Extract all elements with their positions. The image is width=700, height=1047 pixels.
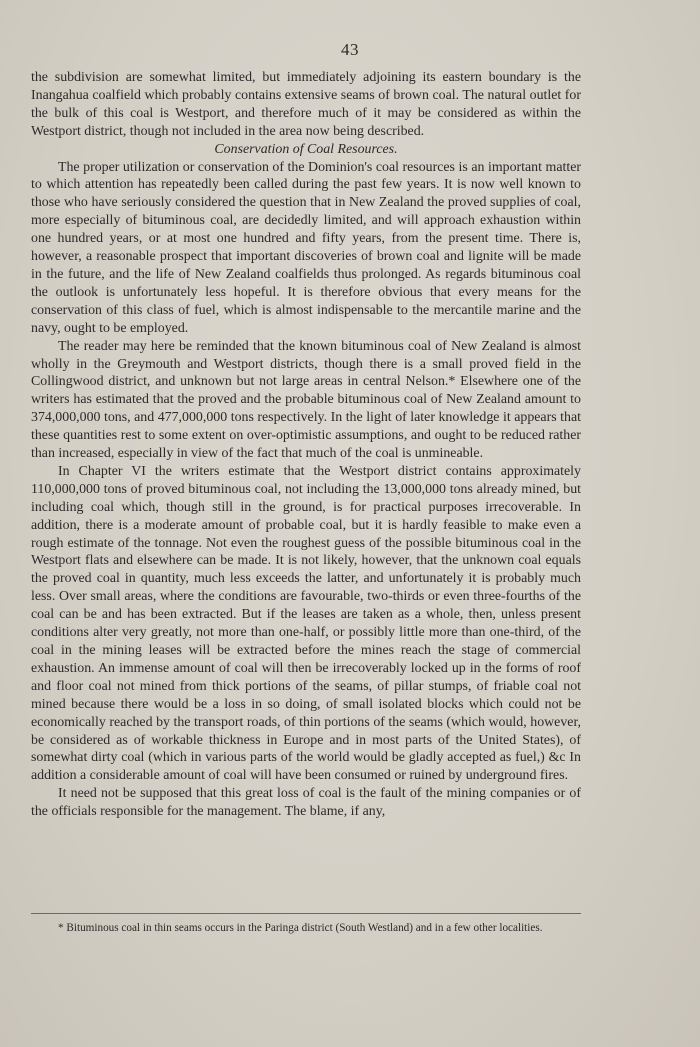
section-heading: Conservation of Coal Resources. [214,141,398,157]
paragraph-continuation: the subdivision are somewhat limited, but immediately adjoining its eastern boundary is the Inangahua coalfield which probably contains extensive seams of brown coal. The natural outlet for the bulk of this coal is Westport, and therefore much of it may be considered as within the Westport district, though not included in the area now being described. [31,70,581,139]
body-text [31,69,581,821]
paragraph-bituminous-coal: The reader may here be reminded that the known bituminous coal of New Zealand is almost wholly in the Greymouth and Westport districts, though there is a small proved field in the Collingwood district, and unknown but not large areas in central Nelson.* Elsewhere one of the writers has estimated that the proved and the probable bituminous coal of New Zealand amount to 374,000,000 tons, and 477,000,000 tons respectively. In the light of later knowledge it appears that these quantities rest to some extent on over-optimistic assumptions, and ought to be reduced rather than increased, especially in view of the fact that much of the coal is unmineable. [31,338,581,462]
paragraph-westport-estimate: In Chapter VI the writers estimate that the Westport district contains approximately 110,000,000 tons of proved bituminous coal, not including the 13,000,000 tons already mined, but including coal which, though still in the ground, is for practical purposes irrecoverable. In addition, there is a moderate amount of probable coal, but it is hardly feasible to make even a rough estimate of the tonnage. Not even the roughest guess of the possible bituminous coal in the Westport flats and elsewhere can be made. It is not likely, however, that the unknown coal equals the proved coal in quantity, much less exceeds the latter, and unfortunately it is probably much less. Over small areas, where the conditions are favourable, two-thirds or even three-fourths of the coal can be and has been extracted. But if the leases are taken as a whole, then, unless present conditions alter very greatly, not more than one-half, or possibly little more than one-third, of the coal in the mining leases will be extracted before the mines reach the stage of commercial exhaustion. An immense amount of coal will then be irrecoverably locked up in the forms of roof and floor coal not mined from thick portions of the seams, of pillar stumps, of friable coal not mined because there would be a loss in so doing, of small isolated blocks which could not be economically reached by the transport roads, of thin portions of the seams (which would, however, be considered as of workable thickness in Europe and in most parts of the United States), of somewhat dirty coal (which in various parts of the world would be gladly accepted as fuel,) &c In addition a considerable amount of coal will have been consumed or ruined by underground fires. [31,463,581,784]
paragraph-conservation: The proper utilization or conservation of the Dominion's coal resources is an important matter to which attention has repeatedly been called during the past few years. It is now well known to those who have seriously considered the question that in New Zealand the proved supplies of coal, more especially of bituminous coal, are decidedly limited, and will approach exhaustion within one hundred years, or at most one hundred and fifty years, from the present time. There is, however, a reasonable prospect that important discoveries of brown coal and lignite will be made in the future, and the life of New Zealand coalfields thus prolonged. As regards bituminous coal the outlook is unfortunately less hopeful. It is therefore obvious that every means for the conservation of this class of fuel, which is almost indispensable to the mercantile marine and the navy, ought to be employed. [31,159,581,336]
paragraph-blame: It need not be supposed that this great loss of coal is the fault of the mining companies or of the officials responsible for the management. The blame, if any, [31,786,581,820]
page-number: 43 [341,40,359,59]
footnote: * Bituminous coal in thin seams occurs in the Paringa district (South Westland) and in a few other localities. [58,922,543,934]
footnote-divider [31,913,581,914]
